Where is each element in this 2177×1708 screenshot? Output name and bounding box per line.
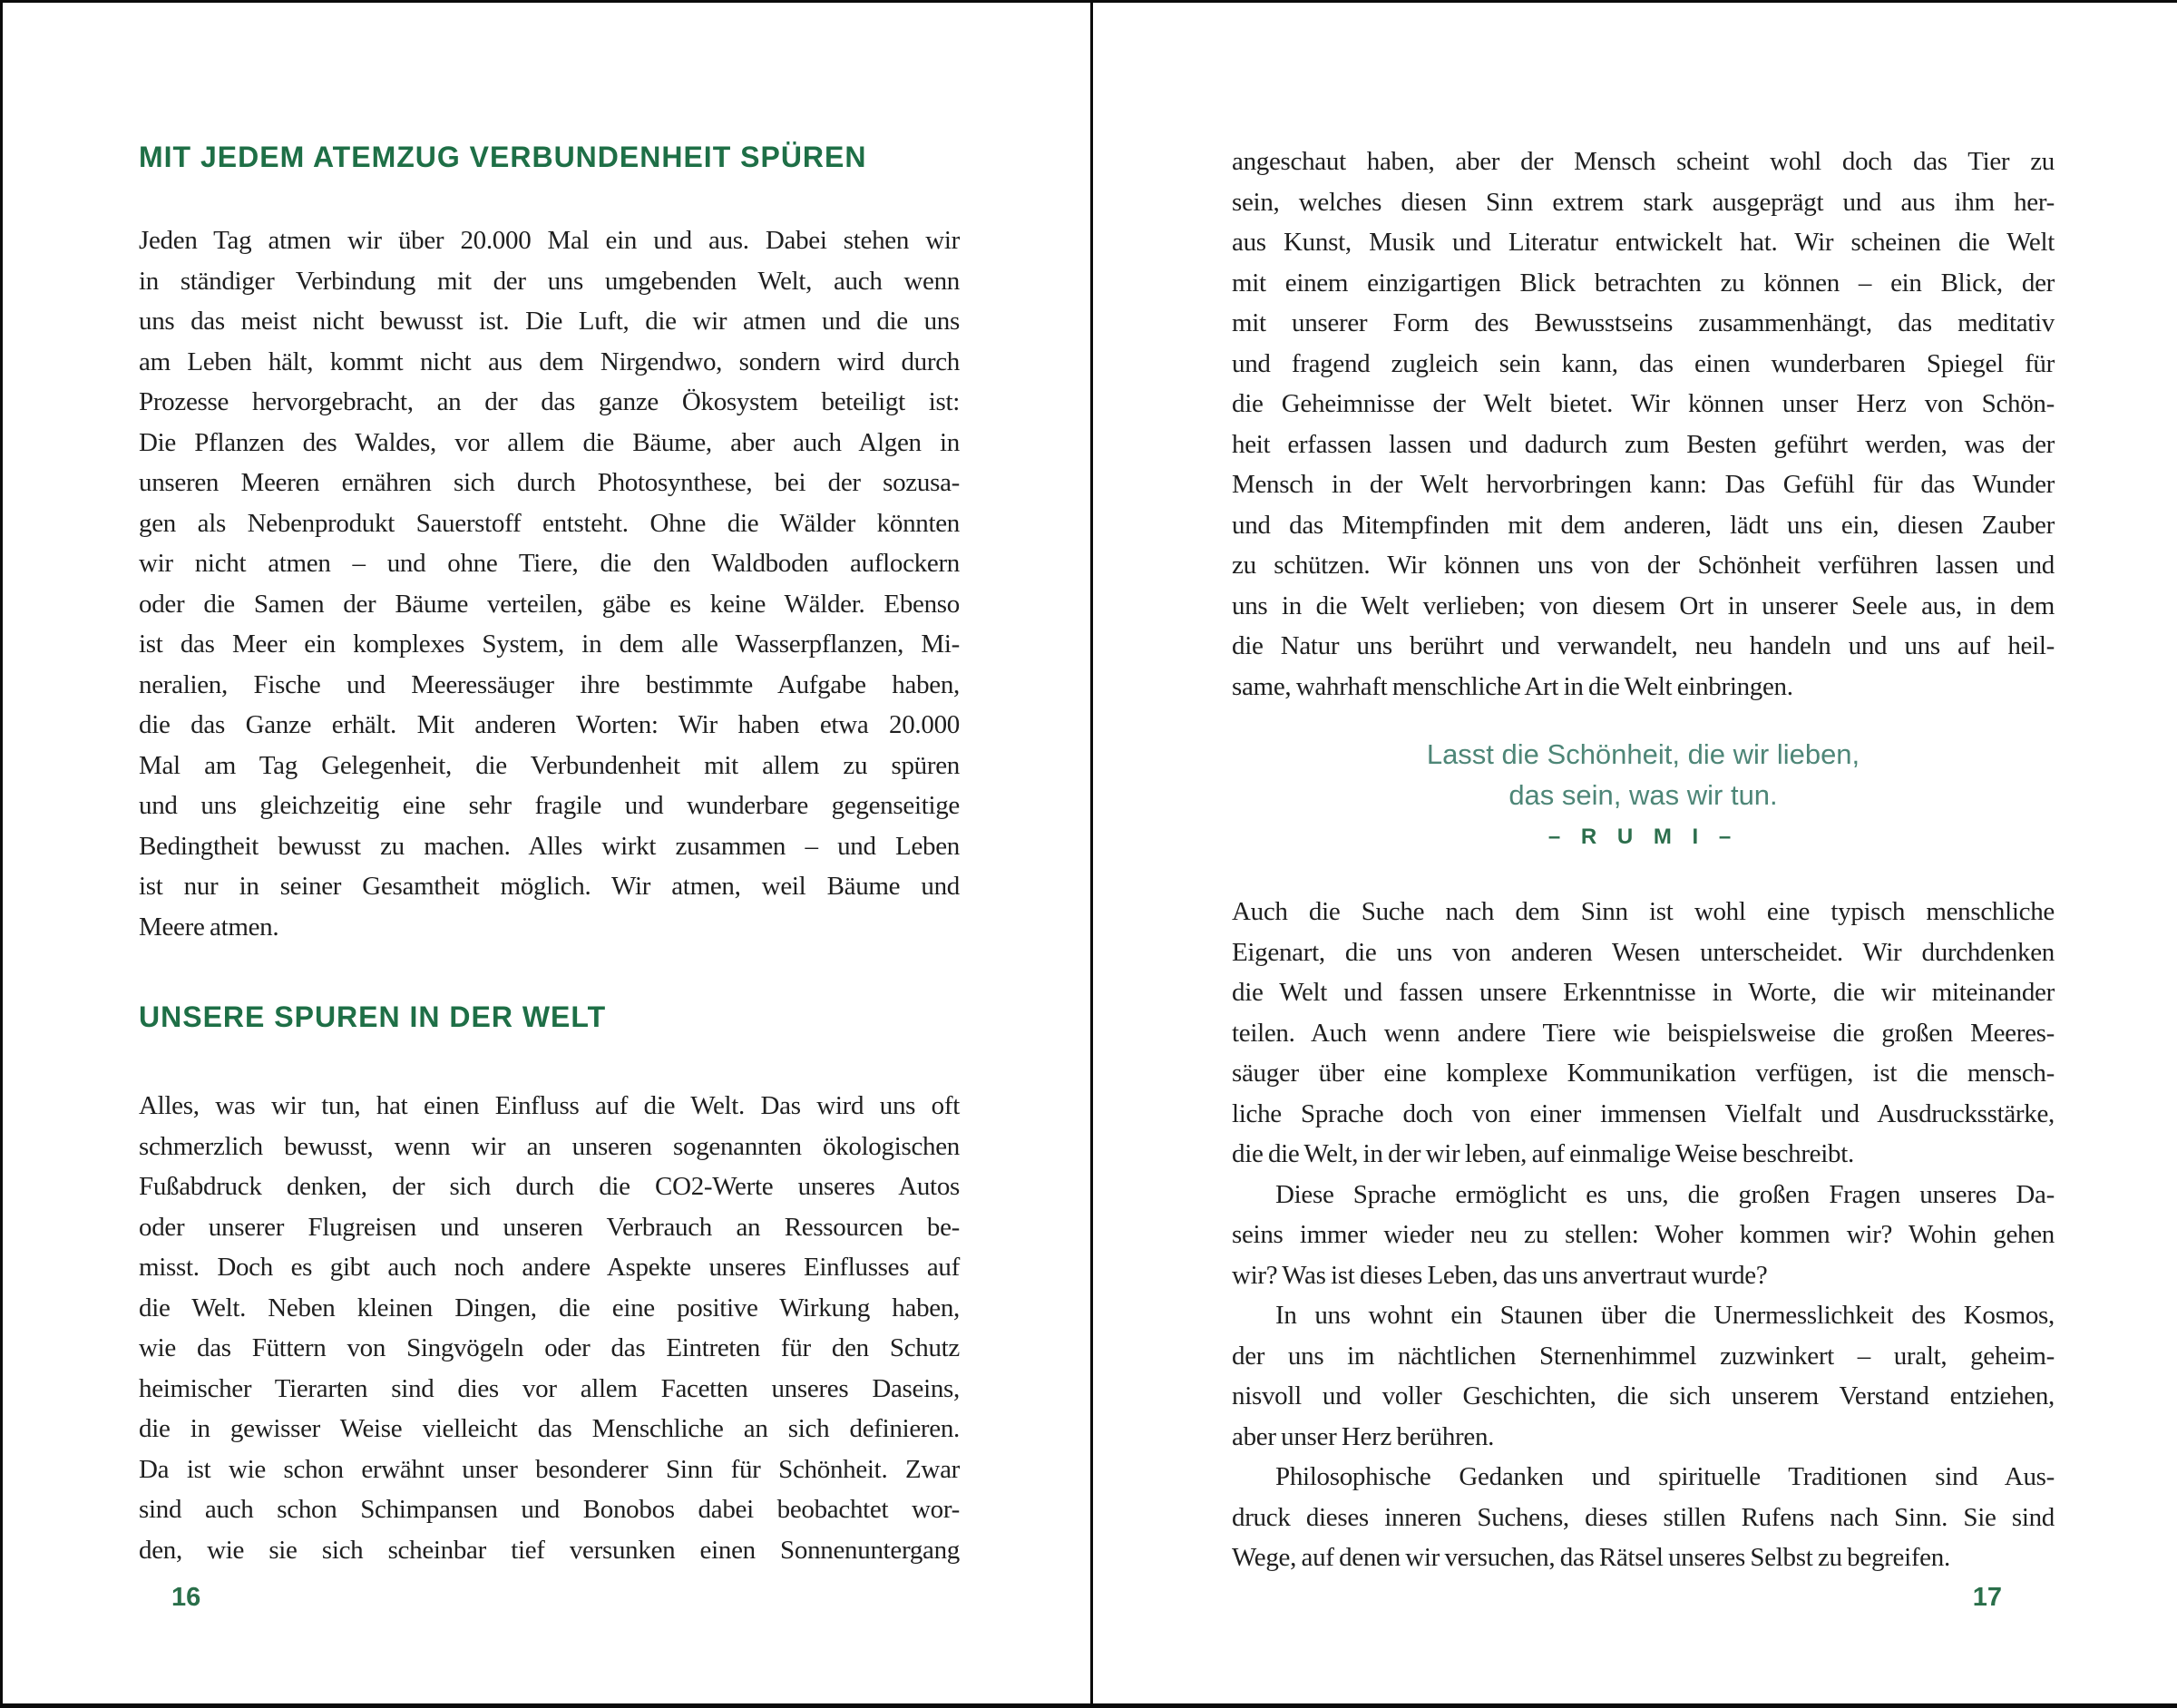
text-line: Philosophische Gedanken und spirituelle Traditionen sind Aus- — [1275, 1462, 2055, 1491]
text-line: Mensch in der Welt hervorbringen kann: Das Gefühl für das Wunder — [1232, 470, 2055, 499]
text-line: schmerzlich bewusst, wenn wir an unseren sogenannten ökologischen — [139, 1131, 960, 1161]
rumi-quote-block — [1232, 734, 2055, 850]
text-line: ist nur in seiner Gesamtheit möglich. Wir atmen, weil Bäume und — [139, 872, 960, 901]
text-line: aus Kunst, Musik und Literatur entwickelt hat. Wir scheinen die Welt — [1232, 228, 2055, 257]
text-line: oder unserer Flugreisen und unseren Verbrauch an Ressourcen be- — [139, 1212, 960, 1242]
section-heading-atemzug: MIT JEDEM ATEMZUG VERBUNDENHEIT SPÜREN — [139, 141, 867, 173]
text-line: Mal am Tag Gelegenheit, die Verbundenheit mit allem zu spüren — [139, 750, 960, 780]
text-line: nisvoll und voller Geschichten, die sich unserem Verstand entziehen, — [1232, 1381, 2055, 1410]
text-line: wir nicht atmen – und ohne Tiere, die den Waldboden auflockern — [139, 549, 960, 578]
text-line: Eigenart, die uns von anderen Wesen unterscheidet. Wir durchdenken — [1232, 937, 2055, 967]
text-line: druck dieses inneren Suchens, dieses stillen Rufens nach Sinn. Sie sind — [1232, 1502, 2055, 1532]
text-line: wie das Füttern von Singvögeln oder das Eintreten für den Schutz — [139, 1333, 960, 1362]
text-line: liche Sprache doch von einer immensen Vielfalt und Ausdrucksstärke, — [1232, 1098, 2055, 1128]
text-line: unseren Meeren ernähren sich durch Photosynthese, bei der sozusa- — [139, 468, 960, 497]
page-number-right: 17 — [1972, 1583, 2002, 1612]
text-line: den, wie sie sich scheinbar tief versunken einen Sonnenuntergang — [139, 1535, 960, 1565]
text-line: neralien, Fische und Meeressäuger ihre bestimmte Aufgabe haben, — [139, 669, 960, 699]
right-paragraph-a — [1232, 142, 2055, 707]
text-line: Die Pflanzen des Waldes, vor allem die Bäume, aber auch Algen in — [139, 427, 960, 457]
text-line: und das Mitempfinden mit dem anderen, lädt uns ein, diesen Zauber — [1232, 510, 2055, 540]
text-line: teilen. Auch wenn andere Tiere wie beispielsweise die großen Meeres- — [1232, 1018, 2055, 1048]
text-line: die Welt. Neben kleinen Dingen, die eine positive Wirkung haben, — [139, 1293, 960, 1322]
text-line: In uns wohnt ein Staunen über die Unermesslichkeit des Kosmos, — [1275, 1301, 2055, 1330]
section-heading-spuren: UNSERE SPUREN IN DER WELT — [139, 1000, 607, 1033]
text-line: ist das Meer ein komplexes System, in dem alle Wasserpflanzen, Mi- — [139, 630, 960, 659]
text-line: aber unser Herz berühren. — [1232, 1421, 1495, 1451]
text-line: Meere atmen. — [139, 912, 279, 942]
text-line: same, wahrhaft menschliche Art in die Welt einbringen. — [1232, 671, 1793, 701]
text-line: mit einem einzigartigen Blick betrachten zu können – ein Blick, der — [1232, 268, 2055, 298]
text-line: uns in die Welt verlieben; von diesem Ort in unserer Seele aus, in dem — [1232, 590, 2055, 620]
text-line: Fußabdruck denken, der sich durch die CO2-Werte unseres Autos — [139, 1172, 960, 1201]
text-line: in ständiger Verbindung mit der uns umgebenden Welt, auch wenn — [139, 266, 960, 296]
page-right — [1093, 3, 2177, 1703]
left-section2-paragraph — [139, 1086, 960, 1570]
right-paragraph-b — [1232, 892, 2055, 1578]
text-line: die Geheimnisse der Welt bietet. Wir können unser Herz von Schön- — [1232, 389, 2055, 418]
text-line: Jeden Tag atmen wir über 20.000 Mal ein und aus. Dabei stehen wir — [139, 226, 960, 255]
page-left — [3, 3, 1090, 1703]
text-line: die in gewisser Weise vielleicht das Menschliche an sich definieren. — [139, 1414, 960, 1443]
text-line: säuger über eine komplexe Kommunikation verfügen, ist die mensch- — [1232, 1059, 2055, 1088]
text-line: oder die Samen der Bäume verteilen, gäbe es keine Wälder. Ebenso — [139, 589, 960, 619]
text-line: uns das meist nicht bewusst ist. Die Luft, die wir atmen und die uns — [139, 307, 960, 336]
text-line: sind auch schon Schimpansen und Bonobos dabei beobachtet wor- — [139, 1495, 960, 1524]
text-line: misst. Doch es gibt auch noch andere Aspekte unseres Einflusses auf — [139, 1253, 960, 1282]
text-line: die Natur uns berührt und verwandelt, neu handeln und uns auf heil- — [1232, 631, 2055, 660]
text-line: seins immer wieder neu zu stellen: Woher kommen wir? Wohin gehen — [1232, 1220, 2055, 1249]
text-line: gen als Nebenprodukt Sauerstoff entsteht. Ohne die Wälder könnten — [139, 508, 960, 538]
page-number-left: 16 — [171, 1583, 201, 1612]
text-line: Auch die Suche nach dem Sinn ist wohl eine typisch menschliche — [1232, 897, 2055, 926]
quote-attribution: – R U M I – — [1547, 825, 1739, 849]
text-line: sein, welches diesen Sinn extrem stark ausgeprägt und aus ihm her- — [1232, 187, 2055, 217]
text-line: Bedingtheit bewusst zu machen. Alles wirkt zusammen – und Leben — [139, 831, 960, 861]
left-section1-paragraph — [139, 220, 960, 947]
text-line: Da ist wie schon erwähnt unser besonderer Sinn für Schönheit. Zwar — [139, 1454, 960, 1484]
quote-line-2: das sein, was wir tun. — [1508, 779, 1778, 811]
quote-line-1: Lasst die Schönheit, die wir lieben, — [1426, 738, 1860, 770]
text-line: Alles, was wir tun, hat einen Einfluss auf die Welt. Das wird uns oft — [139, 1091, 960, 1120]
text-line: die das Ganze erhält. Mit anderen Worten: Wir haben etwa 20.000 — [139, 710, 960, 739]
text-line: und fragend zugleich sein kann, das einen wunderbaren Spiegel für — [1232, 348, 2055, 378]
text-line: heit erfassen lassen und dadurch zum Besten geführt werden, was der — [1232, 429, 2055, 459]
text-line: angeschaut haben, aber der Mensch scheint wohl doch das Tier zu — [1232, 147, 2055, 176]
text-line: die Welt und fassen unsere Erkenntnisse in Worte, die wir miteinander — [1232, 978, 2055, 1007]
text-line: Diese Sprache ermöglicht es uns, die großen Fragen unseres Da- — [1275, 1179, 2055, 1209]
text-line: Wege, auf denen wir versuchen, das Rätsel unseres Selbst zu begreifen. — [1232, 1543, 1950, 1572]
text-line: zu schützen. Wir können uns von der Schönheit verführen lassen und — [1232, 551, 2055, 580]
text-line: und uns gleichzeitig eine sehr fragile und wunderbare gegenseitige — [139, 791, 960, 820]
text-line: der uns im nächtlichen Sternenhimmel zuzwinkert – uralt, geheim- — [1232, 1341, 2055, 1371]
text-line: Prozesse hervorgebracht, an der das ganze Ökosystem beteiligt ist: — [139, 387, 960, 416]
text-line: die die Welt, in der wir leben, auf einmalige Weise beschreibt. — [1232, 1139, 1854, 1168]
text-line: heimischer Tierarten sind dies vor allem Facetten unseres Daseins, — [139, 1373, 960, 1403]
text-line: mit unserer Form des Bewusstseins zusammenhängt, das meditativ — [1232, 308, 2055, 337]
text-line: wir? Was ist dieses Leben, das uns anvertraut wurde? — [1232, 1260, 1768, 1290]
text-line: am Leben hält, kommt nicht aus dem Nirgendwo, sondern wird durch — [139, 346, 960, 376]
